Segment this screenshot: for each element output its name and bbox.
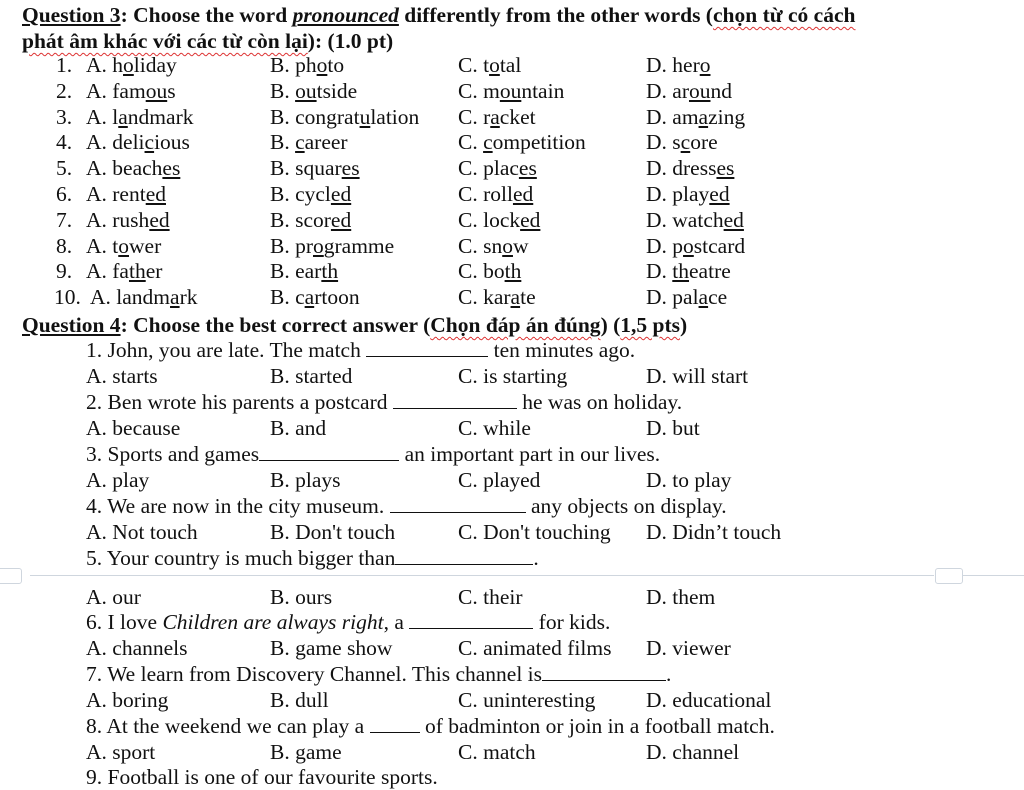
q3-option-text: D. her <box>646 53 700 77</box>
q3-underlined-sound: c <box>295 130 305 155</box>
q4-option-d: D. them <box>646 585 716 609</box>
q3-option-text: C. sn <box>458 233 503 258</box>
q3-underlined-sound: th <box>504 259 522 284</box>
q3-option-d <box>646 155 734 181</box>
q4-stem-text: 6. I love <box>86 610 163 634</box>
q3-option-b <box>270 258 338 284</box>
q3-option-text: D. pal <box>646 285 699 310</box>
q3-option-b <box>270 78 357 104</box>
q3-points: ): (1.0 pt) <box>307 29 394 53</box>
q3-option-text: liday <box>133 53 177 77</box>
q3-option-text: B. squar <box>270 156 342 181</box>
q3-option-text: lation <box>370 104 420 129</box>
q4-stem <box>86 609 610 635</box>
q4-stem <box>86 661 671 687</box>
q3-vietnamese-1: chọn từ có cách <box>712 3 856 27</box>
q3-underlined-sound: o <box>313 233 324 258</box>
q3-underlined-sound: ed <box>149 207 170 232</box>
cut-off-line <box>86 764 438 789</box>
q4-stem-text: 3. Sports and games <box>86 442 260 466</box>
q4-stem-text: . <box>533 546 539 570</box>
q3-vietnamese-2: phát âm khác với các từ còn lại <box>22 29 308 53</box>
q3-option-text: areer <box>304 130 348 155</box>
q4-stem-text: 4. We are now in the city museum. <box>86 494 390 518</box>
q3-underlined-sound: a <box>170 285 180 310</box>
q3-underlined-sound: th <box>321 259 339 284</box>
q4-option-d: D. to play <box>646 468 732 492</box>
q4-option-a: A. channels <box>86 636 188 660</box>
q3-underlined-sound: ed <box>330 207 352 232</box>
q4-option-d: D. but <box>646 416 700 440</box>
q3-underlined-sound: ed <box>330 182 352 206</box>
q3-option-b <box>270 181 351 207</box>
q4-option-d: D. Didn’t touch <box>646 520 782 544</box>
q4-answer-blank <box>393 390 517 409</box>
q3-option-text: A. landm <box>90 285 171 310</box>
q3-option-c <box>458 233 529 259</box>
q3-underlined-sound: o <box>316 53 328 77</box>
q3-row-number: 8. <box>56 233 73 258</box>
q3-option-text: B. ear <box>270 259 322 284</box>
q3-option-text: D. ar <box>646 78 689 103</box>
q3-underlined-sound: es <box>162 156 181 181</box>
q4-option-a: A. play <box>86 468 150 492</box>
q3-option-a <box>86 233 161 259</box>
q4-stem-text: of badminton or join in a football match. <box>419 714 775 738</box>
q3-option-a <box>86 258 162 284</box>
q4-option-a: A. boring <box>86 688 169 712</box>
q3-option-d <box>646 207 744 233</box>
q3-row-number: 6. <box>56 182 73 206</box>
q3-option-a <box>86 181 166 207</box>
q3-option-text: A. deli <box>86 130 145 155</box>
q3-underlined-sound: o <box>123 53 134 77</box>
q3-option-d <box>646 181 730 207</box>
q4-stem-text: 5. Your country is much bigger than <box>86 546 396 570</box>
q4-answer-blank <box>409 610 533 629</box>
question-4-label: Question 4 <box>22 313 121 337</box>
q3-option-c <box>458 284 536 310</box>
q3-underlined-sound: o <box>489 53 500 77</box>
q3-option-c <box>458 104 536 130</box>
q3-option-text: C. plac <box>458 156 519 181</box>
q3-option-text: zing <box>708 104 746 129</box>
q3-underlined-sound: a <box>698 285 709 310</box>
q3-option-text: A. rush <box>86 207 150 232</box>
q4-answer-blank <box>370 714 420 733</box>
q4-stem-text: any objects on display. <box>525 494 727 518</box>
q3-underlined-sound: ou <box>499 78 522 103</box>
question-3-heading <box>22 2 855 28</box>
q3-option-text: D. p <box>646 233 684 258</box>
q3-instruction-b: differently from the other words ( <box>398 3 713 27</box>
q3-option-text: A. t <box>86 233 119 258</box>
q3-underlined-sound: es <box>518 156 537 181</box>
q4-option-c: C. match <box>458 740 536 764</box>
q3-underlined-sound: a <box>304 285 315 310</box>
q3-option-d <box>646 233 745 259</box>
q4-option-a: A. our <box>86 585 141 609</box>
q3-option-a <box>90 284 198 310</box>
q3-option-b <box>270 155 360 181</box>
q3-option-text: B. <box>270 78 296 103</box>
q3-option-text: s <box>167 78 176 103</box>
q4-option-a: A. sport <box>86 740 156 764</box>
q3-option-b <box>270 207 351 233</box>
q3-option-d <box>646 258 731 284</box>
q3-underlined-sound: c <box>483 130 493 155</box>
q4-stem-text: 1. John, you are late. The match <box>86 338 367 362</box>
q4-option-c: C. is starting <box>458 364 568 388</box>
q3-option-a <box>86 104 193 130</box>
q3-option-text: to <box>327 53 345 77</box>
q3-underlined-sound: ou <box>295 78 317 103</box>
q3-option-text: tside <box>316 78 358 103</box>
q3-row-number: 4. <box>56 130 73 155</box>
q4-option-d: D. channel <box>646 740 740 764</box>
q4-instruction-a: : Choose the best correct answer ( <box>120 313 431 337</box>
q3-option-text: ntain <box>521 78 565 103</box>
q4-option-b: B. and <box>270 416 327 440</box>
q3-option-text: stcard <box>693 233 746 258</box>
q3-underlined-sound: c <box>144 130 155 155</box>
q3-underlined-sound: ou <box>145 78 168 103</box>
q4-option-a: A. Not touch <box>86 520 198 544</box>
q3-option-text: ce <box>708 285 728 310</box>
q3-option-text: ompetition <box>492 130 586 155</box>
q4-item-9-partial: 9. Football is one of our favourite sports. <box>86 765 438 789</box>
q3-option-text: D. am <box>646 104 699 129</box>
q3-option-b <box>270 129 348 155</box>
q3-row-number: 2. <box>56 78 73 103</box>
q3-option-text: te <box>520 285 536 310</box>
q3-option-a <box>86 52 177 78</box>
q3-option-text: B. c <box>270 285 305 310</box>
q3-option-d <box>646 52 710 78</box>
q3-underlined-sound: ed <box>723 207 744 232</box>
q3-option-c <box>458 155 537 181</box>
q4-option-b: B. plays <box>270 468 341 492</box>
q3-underlined-sound: ou <box>688 78 711 103</box>
q3-option-text: A. rent <box>86 182 146 206</box>
question-3-heading-cont <box>22 28 393 54</box>
q4-option-d: D. will start <box>646 364 749 388</box>
q4-option-b: B. started <box>270 364 353 388</box>
q3-option-text: B. ph <box>270 53 317 77</box>
q3-option-a <box>86 78 176 104</box>
q3-option-a <box>86 155 180 181</box>
q4-option-c: C. Don't touching <box>458 520 611 544</box>
q3-underlined-sound: ed <box>512 182 534 206</box>
q3-option-text: gramme <box>323 233 395 258</box>
q3-underlined-sound: ed <box>145 182 166 206</box>
q3-option-text: D. play <box>646 182 710 206</box>
q3-instruction-a: : Choose the word <box>120 3 293 27</box>
q4-stem-text: , a <box>383 610 410 634</box>
q4-option-d: D. viewer <box>646 636 731 660</box>
q3-underlined-sound: a <box>510 285 521 310</box>
q4-stem-text: 2. Ben wrote his parents a postcard <box>86 390 393 414</box>
q3-option-text: B. congrat <box>270 104 360 129</box>
q4-stem <box>86 337 635 363</box>
q4-option-c: C. their <box>458 585 523 609</box>
q3-underlined-sound: a <box>490 104 500 129</box>
q3-row-number: 10. <box>54 285 81 310</box>
q3-option-d <box>646 78 732 104</box>
q3-underlined-sound: u <box>359 104 371 129</box>
q3-option-text: D. s <box>646 130 681 155</box>
q4-answer-blank <box>259 442 399 461</box>
page-break-marker-left <box>0 568 22 584</box>
q4-option-a: A. because <box>86 416 181 440</box>
q4-stem-text: for kids. <box>533 610 611 634</box>
q3-option-text: A. beach <box>86 156 163 181</box>
q3-underlined-sound: th <box>672 259 690 284</box>
q3-option-b <box>270 284 360 310</box>
q3-underlined-sound: a <box>118 104 128 129</box>
q3-keyword: pronounced <box>292 3 399 27</box>
q4-option-b: B. dull <box>270 688 329 712</box>
q3-option-text: C. m <box>458 78 500 103</box>
q3-option-text: ore <box>690 130 718 155</box>
q3-option-text: er <box>145 259 163 284</box>
q4-stem <box>86 493 727 519</box>
q3-option-text: rk <box>179 285 198 310</box>
q4-instruction-b: ) ( <box>600 313 621 337</box>
q3-option-d <box>646 129 718 155</box>
q3-option-b <box>270 233 394 259</box>
q3-underlined-sound: a <box>698 104 709 129</box>
q3-option-text: ndmark <box>127 104 194 129</box>
q3-option-c <box>458 129 586 155</box>
q3-option-text: rtoon <box>314 285 360 310</box>
q3-option-text: nd <box>710 78 732 103</box>
q3-option-c <box>458 52 521 78</box>
q3-option-text: C. t <box>458 53 490 77</box>
q3-option-text: C. bo <box>458 259 505 284</box>
q3-underlined-sound: ed <box>709 182 730 206</box>
q3-option-text: C. lock <box>458 207 521 232</box>
q4-stem-text: an important part in our lives. <box>399 442 661 466</box>
q3-row-number: 7. <box>56 207 73 232</box>
q3-option-c <box>458 181 533 207</box>
q3-option-text: B. cycl <box>270 182 331 206</box>
q4-stem <box>86 441 660 467</box>
q3-option-a <box>86 207 170 233</box>
q4-option-a: A. starts <box>86 364 158 388</box>
q4-points: 1,5 pts <box>620 313 680 337</box>
q3-option-text: ious <box>154 130 190 155</box>
q4-stem-text: ten minutes ago. <box>488 338 636 362</box>
q4-option-c: C. animated films <box>458 636 612 660</box>
q3-option-text: D. dress <box>646 156 717 181</box>
q3-option-d <box>646 284 727 310</box>
q3-underlined-sound: o <box>502 233 513 258</box>
q3-option-c <box>458 207 540 233</box>
q3-option-text: C. kar <box>458 285 511 310</box>
q3-option-text: tal <box>499 53 522 77</box>
q4-answer-blank <box>366 338 488 357</box>
q3-option-text: C. <box>458 130 484 155</box>
q3-option-text: A. fa <box>86 259 129 284</box>
q3-option-text: A. fam <box>86 78 146 103</box>
q3-option-text: wer <box>129 233 162 258</box>
q4-option-c: C. while <box>458 416 531 440</box>
q4-instruction-c: ) <box>680 313 688 337</box>
q3-underlined-sound: o <box>118 233 129 258</box>
q4-stem <box>86 713 775 739</box>
q3-row-number: 5. <box>56 156 73 181</box>
q3-underlined-sound: th <box>128 259 146 284</box>
q3-option-text: B. scor <box>270 207 331 232</box>
q3-row-number: 1. <box>56 53 73 77</box>
q4-option-b: B. game <box>270 740 342 764</box>
q3-option-text: C. r <box>458 104 491 129</box>
q4-stem-text: . <box>666 662 672 686</box>
q3-option-d <box>646 104 745 130</box>
page-break-separator <box>0 567 1024 585</box>
q3-option-text: B. <box>270 130 296 155</box>
q3-option-text: B. pr <box>270 233 313 258</box>
q3-row-number: 9. <box>56 259 73 284</box>
q3-option-text: w <box>512 233 529 258</box>
q4-answer-blank <box>395 546 533 565</box>
q3-option-text: D. <box>646 259 673 284</box>
q3-underlined-sound: o <box>699 53 711 77</box>
q4-stem-title: Children are always right <box>162 610 384 634</box>
q3-option-text: A. l <box>86 104 119 129</box>
q4-stem-text: 8. At the weekend we can play a <box>86 714 370 738</box>
q3-option-text: D. watch <box>646 207 724 232</box>
q4-vietnamese: Chọn đáp án đúng <box>430 313 601 337</box>
q3-option-text: A. h <box>86 53 124 77</box>
q4-option-c: C. uninteresting <box>458 688 596 712</box>
q4-option-d: D. educational <box>646 688 772 712</box>
q4-option-c: C. played <box>458 468 541 492</box>
q4-answer-blank <box>390 494 526 513</box>
q3-underlined-sound: es <box>716 156 735 181</box>
separator-line-right <box>963 575 1024 576</box>
q3-row-number: 3. <box>56 104 73 129</box>
q4-option-b: B. ours <box>270 585 333 609</box>
q3-option-text: cket <box>499 104 536 129</box>
q4-stem-text: he was on holiday. <box>516 390 683 414</box>
question-3-label: Question 3 <box>22 3 121 27</box>
q3-option-text: eatre <box>689 259 731 284</box>
q4-option-b: B. Don't touch <box>270 520 396 544</box>
q4-stem-text: 7. We learn from Discovery Channel. This channel is <box>86 662 543 686</box>
q3-underlined-sound: es <box>341 156 360 181</box>
q3-underlined-sound: o <box>683 233 694 258</box>
q3-option-text: C. roll <box>458 182 513 206</box>
q4-stem <box>86 389 682 415</box>
q3-underlined-sound: ed <box>520 207 541 232</box>
q3-option-b <box>270 52 344 78</box>
q4-option-b: B. game show <box>270 636 393 660</box>
page-break-marker-right <box>935 568 963 584</box>
question-4-heading <box>22 312 687 338</box>
q3-underlined-sound: c <box>680 130 691 155</box>
q4-answer-blank <box>542 662 666 681</box>
separator-line <box>30 575 934 576</box>
q3-option-c <box>458 258 521 284</box>
q3-option-a <box>86 129 190 155</box>
q3-option-c <box>458 78 564 104</box>
q3-option-b <box>270 104 419 130</box>
